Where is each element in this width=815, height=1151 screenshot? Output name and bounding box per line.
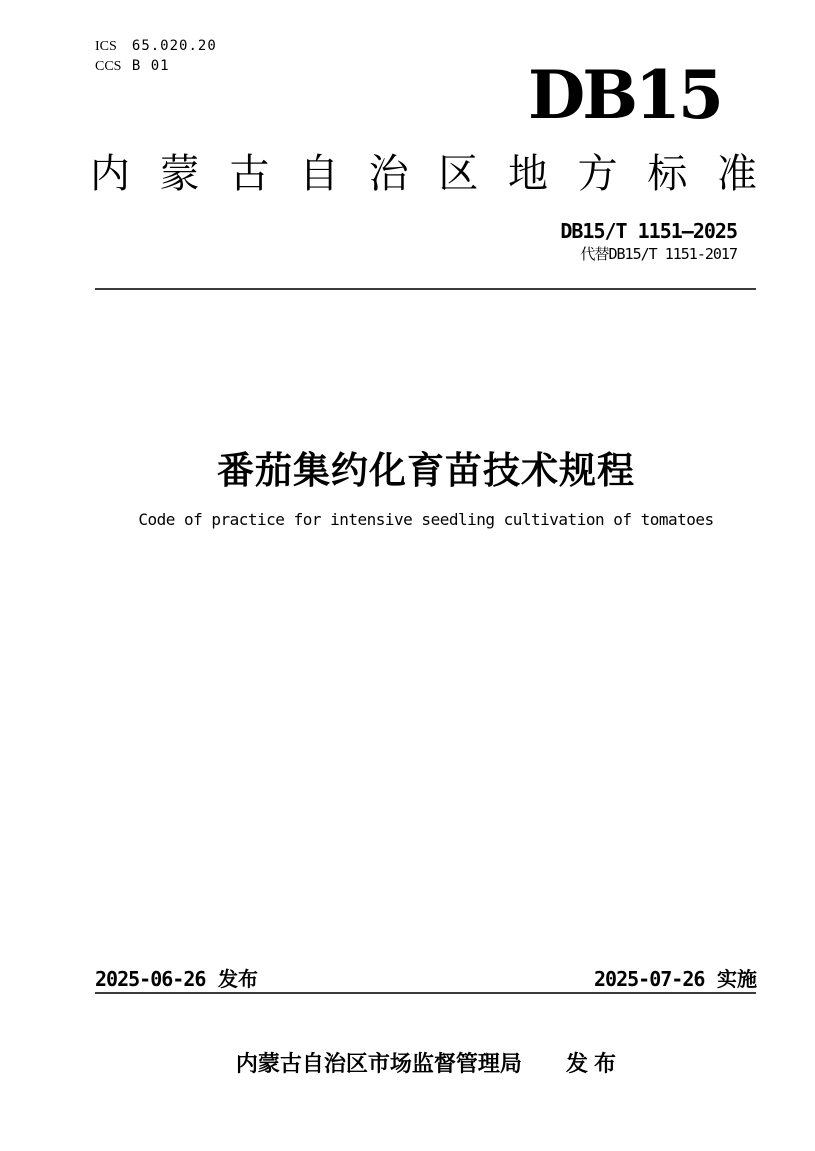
issue-date-label: 发布 — [217, 969, 258, 991]
classification-codes — [95, 36, 217, 76]
db15-logo: DB15 — [528, 56, 721, 134]
publish-label: 发 布 — [565, 1051, 617, 1076]
publisher-row — [95, 1047, 757, 1078]
issue-date-block — [95, 963, 258, 992]
document-title-chinese: 番茄集约化育苗技术规程 — [217, 450, 635, 491]
standard-type-heading: 内 蒙 古 自 治 区 地 方 标 准 — [90, 152, 757, 196]
publisher-name: 内蒙古自治区市场监督管理局 — [235, 1051, 522, 1076]
implementation-date-block — [594, 963, 757, 992]
standard-number-block — [560, 220, 737, 263]
implementation-date: 2025-07-26 — [594, 967, 705, 991]
ics-label: ICS — [95, 39, 117, 54]
footer-divider-rule — [95, 992, 756, 994]
ics-code-row — [95, 36, 217, 56]
implementation-date-label: 实施 — [717, 969, 757, 991]
issue-date: 2025-06-26 — [95, 967, 206, 991]
standard-number: DB15/T 1151—2025 — [560, 219, 737, 243]
ccs-code-row — [95, 56, 217, 76]
ics-value: 65.020.20 — [131, 38, 217, 54]
replaced-standard-note: 代替DB15/T 1151-2017 — [580, 245, 737, 263]
header-divider-rule — [95, 288, 756, 290]
ccs-value: B 01 — [131, 58, 170, 74]
document-title-english: Code of practice for intensive seedling cultivation of tomatoes — [138, 510, 714, 529]
dates-row — [95, 963, 757, 992]
ccs-label: CCS — [95, 59, 122, 74]
